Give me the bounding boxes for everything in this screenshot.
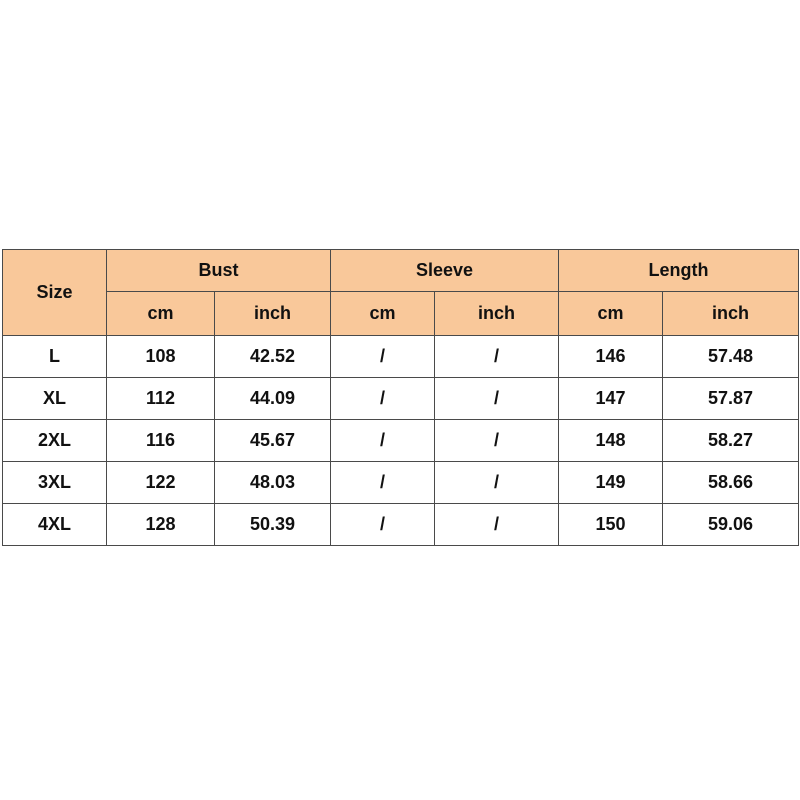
header-row-units xyxy=(3,292,799,336)
sleeve-header: Sleeve xyxy=(331,250,559,292)
size-header: Size xyxy=(3,250,107,336)
sleeve-cm-cell: / xyxy=(331,504,435,546)
sleeve-inch-cell: / xyxy=(435,504,559,546)
bust-cm-cell: 108 xyxy=(107,336,215,378)
bust-cm-cell: 122 xyxy=(107,462,215,504)
size-cell: 2XL xyxy=(3,420,107,462)
length-inch-cell: 58.66 xyxy=(663,462,799,504)
length-cm-cell: 147 xyxy=(559,378,663,420)
header-row-groups xyxy=(3,250,799,292)
size-cell: L xyxy=(3,336,107,378)
table-row xyxy=(3,504,799,546)
table-row xyxy=(3,462,799,504)
size-cell: 4XL xyxy=(3,504,107,546)
bust-header: Bust xyxy=(107,250,331,292)
bust-inch-cell: 50.39 xyxy=(215,504,331,546)
sleeve-cm-cell: / xyxy=(331,378,435,420)
sleeve-cm-cell: / xyxy=(331,336,435,378)
bust-inch-cell: 48.03 xyxy=(215,462,331,504)
table-row xyxy=(3,420,799,462)
sleeve-inch-header: inch xyxy=(435,292,559,336)
sleeve-inch-cell: / xyxy=(435,420,559,462)
bust-cm-header: cm xyxy=(107,292,215,336)
table-row xyxy=(3,336,799,378)
bust-cm-cell: 128 xyxy=(107,504,215,546)
length-cm-header: cm xyxy=(559,292,663,336)
length-inch-header: inch xyxy=(663,292,799,336)
bust-inch-header: inch xyxy=(215,292,331,336)
bust-cm-cell: 112 xyxy=(107,378,215,420)
length-cm-cell: 146 xyxy=(559,336,663,378)
length-inch-cell: 59.06 xyxy=(663,504,799,546)
length-inch-cell: 58.27 xyxy=(663,420,799,462)
table-row xyxy=(3,378,799,420)
size-chart-table xyxy=(2,249,799,546)
bust-cm-cell: 116 xyxy=(107,420,215,462)
sleeve-inch-cell: / xyxy=(435,378,559,420)
sleeve-cm-cell: / xyxy=(331,462,435,504)
sleeve-cm-header: cm xyxy=(331,292,435,336)
length-cm-cell: 148 xyxy=(559,420,663,462)
sleeve-cm-cell: / xyxy=(331,420,435,462)
length-cm-cell: 150 xyxy=(559,504,663,546)
length-cm-cell: 149 xyxy=(559,462,663,504)
length-header: Length xyxy=(559,250,799,292)
size-cell: XL xyxy=(3,378,107,420)
length-inch-cell: 57.87 xyxy=(663,378,799,420)
length-inch-cell: 57.48 xyxy=(663,336,799,378)
bust-inch-cell: 44.09 xyxy=(215,378,331,420)
bust-inch-cell: 42.52 xyxy=(215,336,331,378)
sleeve-inch-cell: / xyxy=(435,336,559,378)
bust-inch-cell: 45.67 xyxy=(215,420,331,462)
size-cell: 3XL xyxy=(3,462,107,504)
sleeve-inch-cell: / xyxy=(435,462,559,504)
